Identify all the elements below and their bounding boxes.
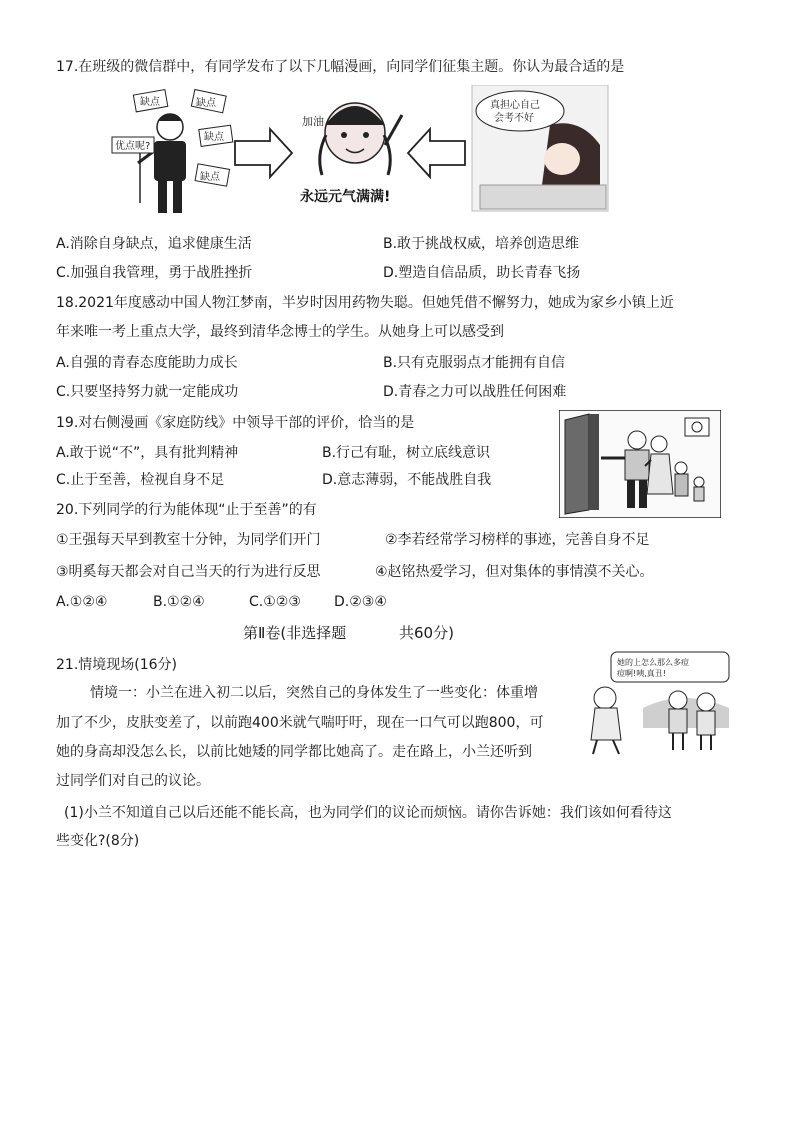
q17-center-tag: 加油 [302, 115, 324, 128]
q17-right-bubble-2: 会考不好 [494, 113, 534, 124]
q21-sub1-line2: 些变化?(8分) [56, 833, 140, 849]
q20-option-b[interactable]: B.①②④ [153, 594, 205, 610]
q21-heading: 21.情境现场(16分) [56, 657, 178, 673]
q21-scenario-line1: 情境一：小兰在进入初二以后，突然自己的身体发生了一些变化：体重增 [90, 685, 538, 701]
q17-label-2: 缺点 [196, 98, 216, 109]
section2-title: 第Ⅱ卷(非选择题 [243, 624, 347, 642]
q17-option-c[interactable]: C.加强自我管理，勇于战胜挫折 [56, 265, 253, 281]
q18-option-b[interactable]: B.只有克服弱点才能拥有自信 [383, 355, 566, 371]
q20-stem: 20.下列同学的行为能体现“止于至善”的有 [56, 502, 317, 518]
q17-label-5: 优点呢? [115, 141, 151, 152]
q19-option-a[interactable]: A.敢于说“不”，具有批判精神 [56, 445, 239, 461]
q17-cartoon-strip [110, 85, 610, 217]
right-arrow-icon [235, 129, 292, 177]
q17-option-d[interactable]: D.塑造自信品质，助长青春飞扬 [383, 265, 581, 281]
q17-label-3: 缺点 [204, 132, 224, 143]
q17-center-caption: 永远元气满满! [300, 189, 391, 205]
q18-option-c[interactable]: C.只要坚持努力就一定能成功 [56, 384, 239, 400]
q20-item-3: ③明奚每天都会对自己当天的行为进行反思 [56, 564, 321, 580]
q21-scenario-line3: 她的身高却没怎么长，以前比她矮的同学都比她高了。走在路上，小兰还听到 [56, 744, 532, 760]
q21-sub1-line1: (1)小兰不知道自己以后还能不能长高，也为同学们的议论而烦恼。请你告诉她：我们该如何看待这 [64, 805, 672, 821]
q21-scenario-line2: 加了不少，皮肤变差了，以前跑400米就气喘吁吁，现在一口气可以跑800，可 [56, 715, 544, 731]
q17-cartoon-center [300, 103, 402, 205]
q18-stem-line1: 18.2021年度感动中国人物江梦南，半岁时因用药物失聪。但她凭借不懈努力，她成为家乡小镇上近 [56, 295, 674, 311]
q20-item-1: ①王强每天早到教室十分钟，为同学们开门 [56, 532, 321, 548]
q20-item-2: ②李若经常学习榜样的事迹，完善自身不足 [385, 532, 650, 548]
q17-option-a[interactable]: A.消除自身缺点，追求健康生活 [56, 236, 252, 252]
q20-option-d[interactable]: D.②③④ [334, 594, 387, 610]
answer-space[interactable] [56, 860, 736, 1100]
q18-option-a[interactable]: A.自强的青春态度能助力成长 [56, 355, 238, 371]
q17-right-bubble-1: 真担心自己 [490, 100, 540, 111]
q19-option-d[interactable]: D.意志薄弱，不能战胜自我 [322, 472, 492, 488]
q21-scenario-line4: 过同学们对自己的议论。 [56, 773, 210, 789]
q19-cartoon-family-defense [559, 410, 721, 518]
q18-stem-line2: 年来唯一考上重点大学，最终到清华念博士的学生。从她身上可以感受到 [56, 324, 504, 340]
q19-option-b[interactable]: B.行己有耻，树立底线意识 [322, 445, 491, 461]
left-arrow-icon [408, 129, 465, 177]
q20-option-c[interactable]: C.①②③ [249, 594, 301, 610]
q17-cartoon-left [112, 90, 233, 213]
q17-stem: 17.在班级的微信群中，有同学发布了以下几幅漫画，向同学们征集主题。你认为最合适的是 [56, 59, 625, 75]
q17-label-1: 缺点 [140, 97, 160, 108]
q21-cartoon-bubble-2: 痘啊!咦,真丑! [617, 669, 666, 678]
q19-stem: 19.对右侧漫画《家庭防线》中领导干部的评价，恰当的是 [56, 415, 415, 431]
q19-option-c[interactable]: C.止于至善，检视自身不足 [56, 472, 225, 488]
q20-option-a[interactable]: A.①②④ [56, 594, 108, 610]
q18-option-d[interactable]: D.青春之力可以战胜任何困难 [383, 384, 567, 400]
q20-item-4: ④赵铭热爱学习，但对集体的事情漠不关心。 [375, 564, 654, 580]
q21-cartoon-gossip [583, 648, 733, 758]
section2-score: 共60分) [399, 624, 454, 642]
q21-cartoon-bubble-1: 她的上怎么那么多痘 [617, 658, 689, 667]
q17-option-b[interactable]: B.敢于挑战权威，培养创造思维 [383, 236, 580, 252]
q17-cartoon-right [472, 85, 608, 211]
q17-label-4: 缺点 [200, 172, 220, 183]
